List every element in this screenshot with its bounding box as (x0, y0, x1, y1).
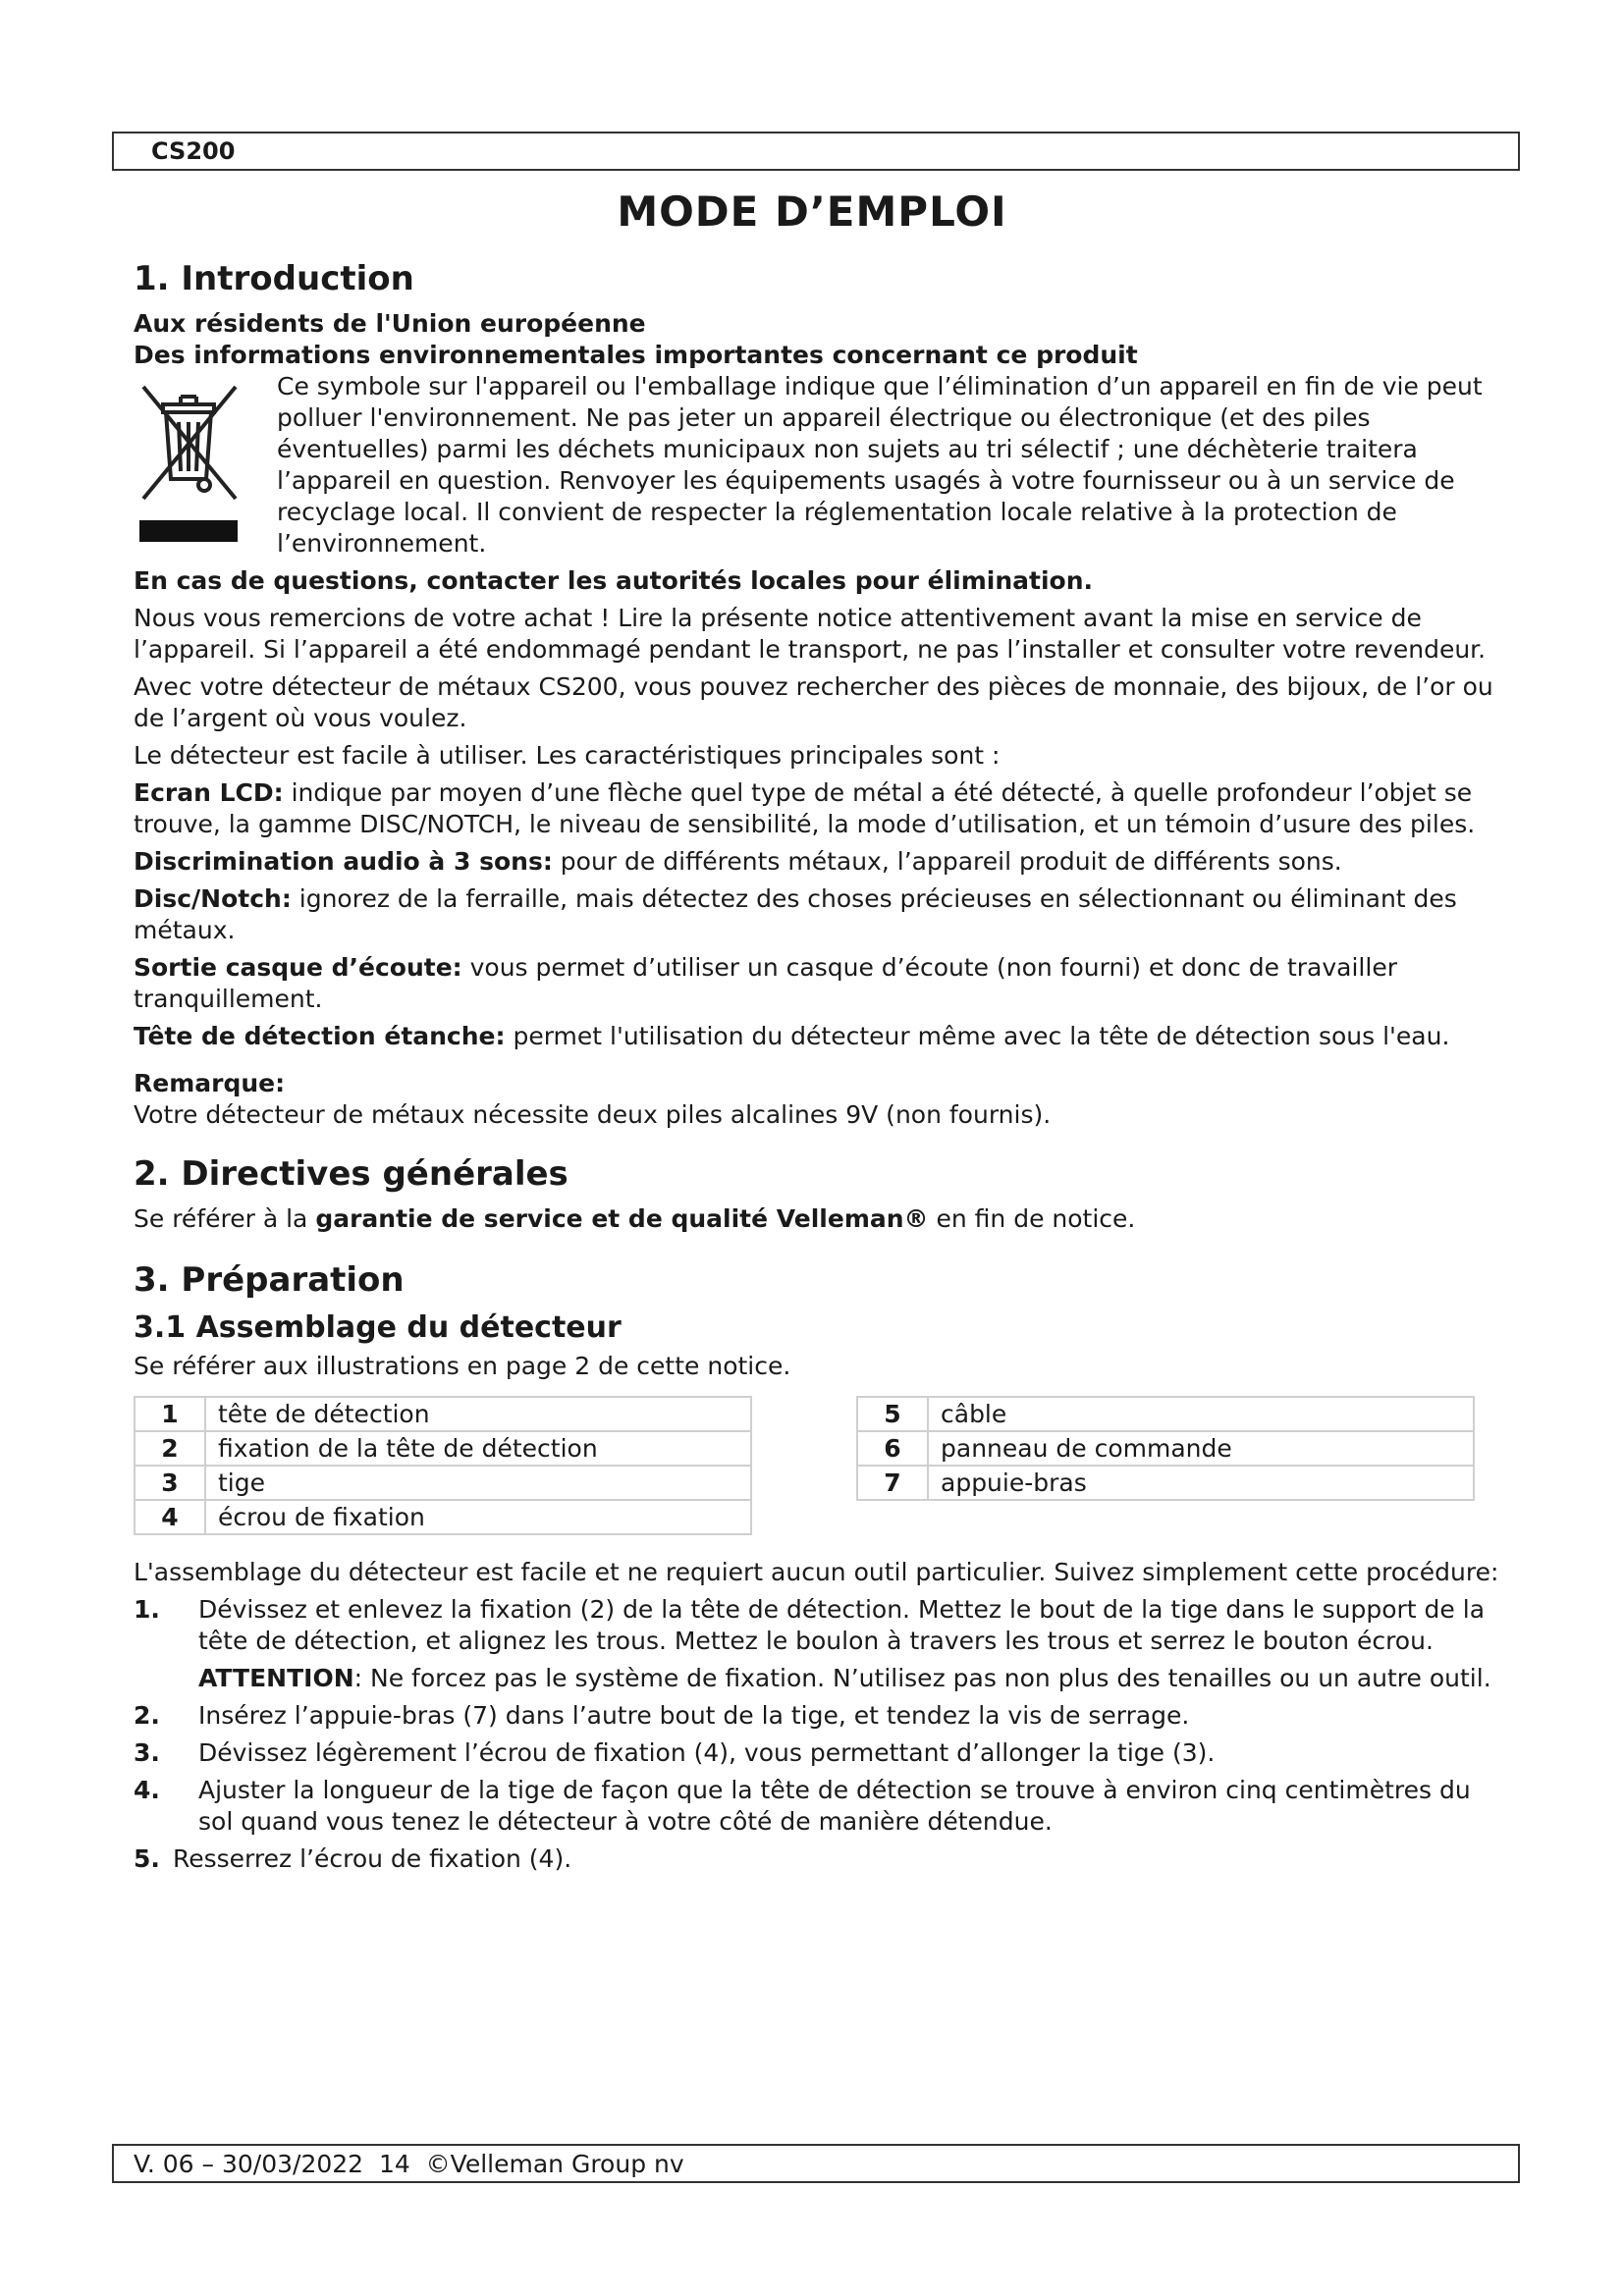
part-number: 2 (135, 1431, 205, 1466)
part-label: panneau de commande (928, 1431, 1474, 1466)
list-item (134, 1594, 1508, 1694)
part-number: 4 (135, 1500, 205, 1534)
feature-item (134, 883, 1508, 946)
step-number: 2. (134, 1701, 160, 1730)
step-text: Dévissez légèrement l’écrou de fixation (4), vous permettant d’allonger la tige (3). (198, 1738, 1216, 1767)
part-number: 1 (135, 1397, 205, 1431)
part-label: fixation de la tête de détection (205, 1431, 751, 1466)
page-title: MODE D’EMPLOI (617, 187, 1007, 236)
feature-label: Disc/Notch: (134, 884, 292, 913)
attention-label: ATTENTION (198, 1664, 354, 1692)
feature-item (134, 1021, 1508, 1052)
step-text: Ajuster la longueur de la tige de façon que la tête de détection se trouve à environ cinq centimètres du sol quand vous tenez le détecteur à votre côté de manière détendue. (198, 1776, 1471, 1836)
feature-label: Tête de détection étanche: (134, 1022, 506, 1050)
list-item (134, 1775, 1508, 1838)
step-number: 1. (134, 1595, 160, 1624)
part-label: appuie-bras (928, 1466, 1474, 1500)
questions-text: En cas de questions, contacter les autorités locales pour élimination. (134, 566, 1093, 595)
step-number: 4. (134, 1776, 160, 1804)
attention-text: : Ne forcez pas le système de fixation. N’utilisez pas non plus des tenailles ou un autre outil. (353, 1664, 1491, 1692)
assembly-steps (134, 1594, 1508, 1875)
remark-label: Remarque: (134, 1069, 286, 1097)
feature-text: permet l'utilisation du détecteur même avec la tête de détection sous l'eau. (505, 1022, 1450, 1050)
document-body (134, 257, 1508, 1881)
directives-text-before: Se référer à la (134, 1204, 316, 1233)
subsection-heading-assembly: 3.1 Assemblage du détecteur (134, 1310, 622, 1345)
part-number: 5 (857, 1397, 928, 1431)
feature-text: pour de différents métaux, l’appareil produit de différents sons. (552, 847, 1342, 876)
list-item (134, 1843, 1508, 1875)
part-number: 3 (135, 1466, 205, 1500)
assembly-intro: L'assemblage du détecteur est facile et ne requiert aucun outil particulier. Suivez simplement cette procédure: (134, 1558, 1499, 1586)
attention-note (198, 1663, 1508, 1694)
page-header (112, 132, 1520, 171)
table-row (857, 1397, 1474, 1431)
usage-text: Avec votre détecteur de métaux CS200, vous pouvez rechercher des pièces de monnaie, des bijoux, de l’or ou de l’argent où vous voulez. (134, 672, 1493, 732)
model-label: CS200 (151, 137, 236, 165)
feature-label: Ecran LCD: (134, 778, 284, 807)
feature-label: Sortie casque d’écoute: (134, 953, 462, 982)
section-heading-directives: 2. Directives générales (134, 1154, 568, 1194)
part-label: tige (205, 1466, 751, 1500)
feature-item (134, 846, 1508, 878)
thanks-text: Nous vous remercions de votre achat ! Lire la présente notice attentivement avant la mise en service de l’appareil. Si l’appareil a été endommagé pendant le transport, ne pas l’installer et consulter votre revendeur. (134, 604, 1487, 664)
remark-text: Votre détecteur de métaux nécessite deux piles alcalines 9V (non fournis). (134, 1100, 1052, 1129)
table-row (857, 1466, 1474, 1500)
feature-text: vous permet d’utiliser un casque d’écoute (non fourni) et donc de travailler tranquillement. (134, 953, 1397, 1013)
footer-text: V. 06 – 30/03/2022 14 ©Velleman Group nv (134, 2150, 684, 2178)
part-number: 6 (857, 1431, 928, 1466)
feature-text: ignorez de la ferraille, mais détectez des choses précieuses en sélectionnant ou éliminant des métaux. (134, 884, 1457, 944)
env-info-heading: Des informations environnementales importantes concernant ce produit (134, 341, 1138, 369)
step-number: 5. (134, 1844, 160, 1873)
section-heading-introduction: 1. Introduction (134, 259, 414, 298)
feature-item (134, 777, 1508, 840)
feature-item (134, 952, 1508, 1015)
table-row (857, 1431, 1474, 1466)
part-label: tête de détection (205, 1397, 751, 1431)
env-text: Ce symbole sur l'appareil ou l'emballage indique que l’élimination d’un appareil en fin de vie peut polluer l'environnement. Ne pas jeter un appareil électrique ou électronique (et des piles éventuelles) parmi les déchets municipaux non sujets au tri sélectif ; une déchèterie traitera l’appareil en question. Renvoyer les équipements usagés à votre fournisseur ou à un service de recyclage local. Il convient de respecter la réglementation locale relative à la protection de l’environnement. (277, 372, 1483, 558)
table-row (135, 1397, 751, 1431)
table-row (135, 1466, 751, 1500)
list-item (134, 1700, 1508, 1732)
step-text: Dévissez et enlevez la fixation (2) de la tête de détection. Mettez le bout de la tige dans le support de la tête de détection, et alignez les trous. Mettez le boulon à travers les trous et serrez le bouton écrou. (198, 1595, 1486, 1655)
warranty-reference: garantie de service et de qualité Velleman® (315, 1204, 929, 1233)
page-footer (112, 2144, 1520, 2183)
feature-text: indique par moyen d’une flèche quel type de métal a été détecté, à quelle profondeur l’objet se trouve, la gamme DISC/NOTCH, le niveau de sensibilité, la mode d’utilisation, et un témoin d’usure des piles. (134, 778, 1476, 838)
table-row (135, 1431, 751, 1466)
parts-table-right (856, 1396, 1475, 1501)
feature-label: Discrimination audio à 3 sons: (134, 847, 553, 876)
features-intro: Le détecteur est facile à utiliser. Les caractéristiques principales sont : (134, 741, 1001, 770)
crossed-bin-icon (134, 377, 244, 554)
eu-residents-heading: Aux résidents de l'Union européenne (134, 309, 646, 338)
step-number: 3. (134, 1738, 160, 1767)
part-number: 7 (857, 1466, 928, 1500)
step-text: Insérez l’appuie-bras (7) dans l’autre bout de la tige, et tendez la vis de serrage. (198, 1701, 1190, 1730)
directives-text-after: en fin de notice. (928, 1204, 1136, 1233)
illustrations-reference: Se référer aux illustrations en page 2 de cette notice. (134, 1352, 791, 1380)
table-row (135, 1500, 751, 1534)
directives-text (134, 1203, 1508, 1235)
part-label: câble (928, 1397, 1474, 1431)
step-text: Resserrez l’écrou de fixation (4). (173, 1844, 572, 1873)
parts-table-left (134, 1396, 752, 1535)
section-heading-preparation: 3. Préparation (134, 1260, 405, 1300)
weee-notice (134, 371, 1508, 560)
parts-tables (134, 1396, 1508, 1543)
part-label: écrou de fixation (205, 1500, 751, 1534)
list-item (134, 1737, 1508, 1769)
